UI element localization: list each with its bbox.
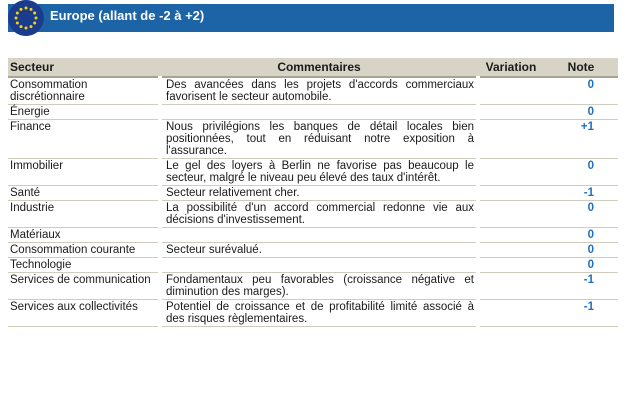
variation-cell: [478, 159, 544, 186]
comment-cell: Le gel des loyers à Berlin ne favorise pas beaucoup le secteur, malgré le niveau peu élevé des taux d'intérêt.: [160, 159, 478, 186]
table-row: [8, 258, 618, 273]
comment-cell: Des avancées dans les projets d'accords commerciaux favorisent le secteur automobile.: [160, 77, 478, 105]
flag-star: [16, 22, 19, 25]
comment-cell: Secteur surévalué.: [160, 243, 478, 258]
sector-cell: Consommation courante: [8, 243, 160, 258]
comment-cell: [160, 258, 478, 273]
variation-cell: [478, 105, 544, 120]
table-row: [8, 105, 618, 120]
table-row: [8, 201, 618, 228]
note-cell: 0: [544, 77, 618, 105]
variation-cell: [478, 273, 544, 300]
variation-cell: [478, 228, 544, 243]
table-row: [8, 300, 618, 327]
flag-star: [25, 27, 28, 30]
flag-star: [16, 12, 19, 15]
sector-cell: Services de communication: [8, 273, 160, 300]
column-header-comment: Commentaires: [160, 58, 478, 77]
note-cell: 0: [544, 243, 618, 258]
table-row: [8, 186, 618, 201]
comment-cell: Fondamentaux peu favorables (croissance négative et diminution des marges).: [160, 273, 478, 300]
variation-cell: [478, 258, 544, 273]
comment-cell: [160, 105, 478, 120]
variation-cell: [478, 120, 544, 159]
variation-cell: [478, 77, 544, 105]
table-row: [8, 120, 618, 159]
flag-star: [35, 17, 38, 20]
table-row: [8, 159, 618, 186]
comment-cell: Secteur relativement cher.: [160, 186, 478, 201]
flag-star: [20, 8, 23, 11]
flag-star: [33, 12, 36, 15]
page-title: Europe (allant de -2 à +2): [50, 8, 205, 23]
flag-star: [20, 25, 23, 28]
table-row: [8, 243, 618, 258]
note-cell: -1: [544, 186, 618, 201]
sector-cell: Finance: [8, 120, 160, 159]
comment-cell: La possibilité d'un accord commercial redonne vie aux décisions d'investissement.: [160, 201, 478, 228]
sector-cell: Consommation discrétionnaire: [8, 77, 160, 105]
sector-cell: Santé: [8, 186, 160, 201]
flag-star: [30, 8, 33, 11]
column-header-variation: Variation: [478, 58, 544, 77]
comment-cell: Potentiel de croissance et de profitabilité limité associé à des risques règlementaires.: [160, 300, 478, 327]
sector-cell: Immobilier: [8, 159, 160, 186]
flag-star: [25, 7, 28, 10]
table-row: [8, 273, 618, 300]
variation-cell: [478, 243, 544, 258]
sector-cell: Industrie: [8, 201, 160, 228]
column-header-note: Note: [544, 58, 618, 77]
eu-flag-icon: [8, 0, 44, 36]
note-cell: 0: [544, 201, 618, 228]
table-header-row: [8, 58, 618, 77]
note-cell: 0: [544, 105, 618, 120]
sector-cell: Énergie: [8, 105, 160, 120]
note-cell: 0: [544, 258, 618, 273]
column-header-sector: Secteur: [8, 58, 160, 77]
variation-cell: [478, 300, 544, 327]
variation-cell: [478, 186, 544, 201]
variation-cell: [478, 201, 544, 228]
table-row: [8, 77, 618, 105]
note-cell: 0: [544, 159, 618, 186]
flag-star: [15, 17, 18, 20]
sector-cell: Technologie: [8, 258, 160, 273]
note-cell: -1: [544, 300, 618, 327]
sector-cell: Services aux collectivités: [8, 300, 160, 327]
flag-star: [30, 25, 33, 28]
comment-cell: [160, 228, 478, 243]
note-cell: -1: [544, 273, 618, 300]
sector-cell: Matériaux: [8, 228, 160, 243]
table-row: [8, 228, 618, 243]
note-cell: 0: [544, 228, 618, 243]
sector-table: [8, 58, 618, 327]
comment-cell: Nous privilégions les banques de détail locales bien positionnées, tout en réduisant notre exposition à l'assurance.: [160, 120, 478, 159]
flag-star: [33, 22, 36, 25]
note-cell: +1: [544, 120, 618, 159]
